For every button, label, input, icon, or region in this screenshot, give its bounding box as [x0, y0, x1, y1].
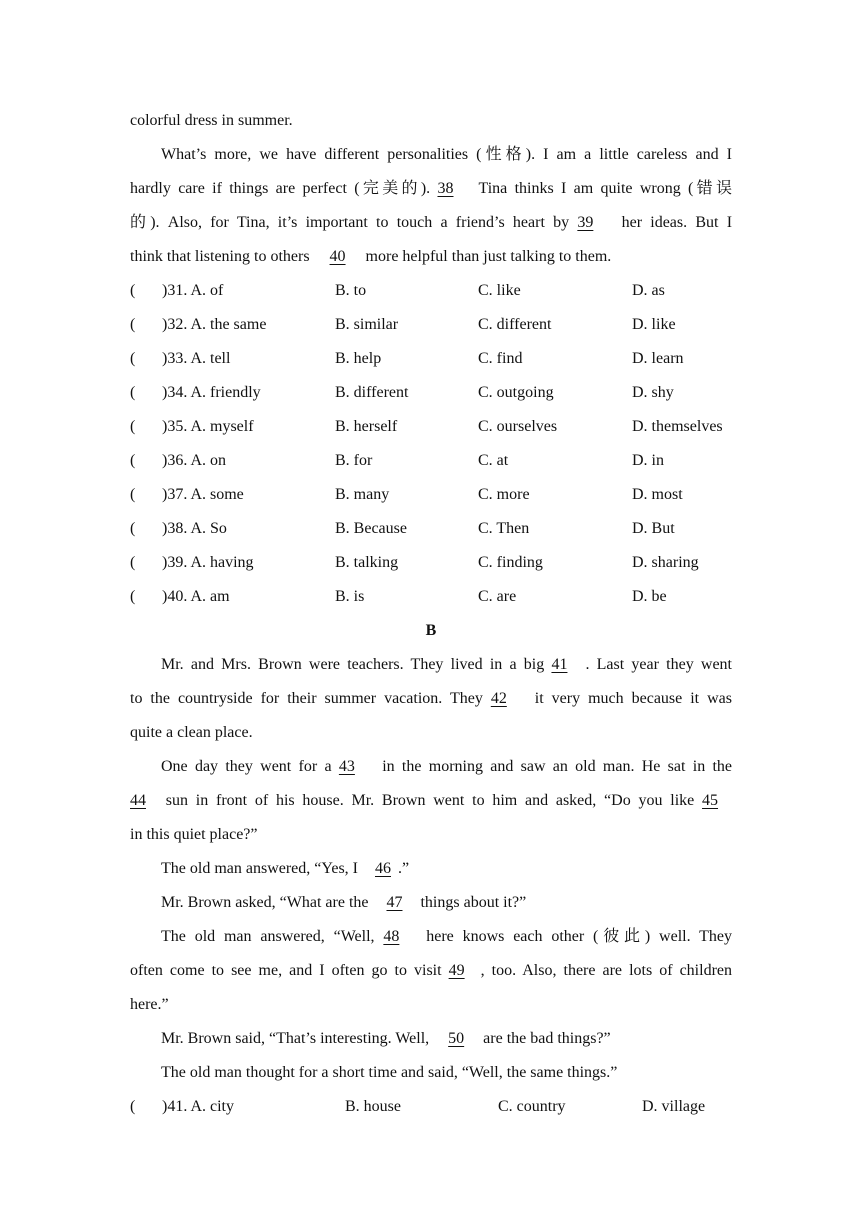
blank-44: 44 [130, 792, 146, 809]
answer-paren: ( [130, 418, 136, 435]
text-segment: 的). Also, for Tina, it’s important to touch a friend’s heart by [130, 214, 570, 231]
text-segment: think that listening to others [130, 248, 310, 265]
passage-line: quite a clean place. [130, 724, 253, 741]
text-segment: hardly care if things are perfect (完美的). [130, 180, 431, 197]
option-d: D. in [632, 452, 664, 469]
option-d: D. like [632, 316, 676, 333]
text-segment: Tina thinks I am quite wrong (错误 [478, 180, 732, 197]
passage-line: colorful dress in summer. [130, 112, 293, 129]
option-c: C. find [478, 350, 523, 367]
text-segment: here knows each other (彼此) well. They [426, 928, 733, 945]
question-row [130, 376, 732, 410]
blank-47: 47 [386, 894, 403, 911]
question-number-option-a: )41. A. city [162, 1098, 234, 1115]
blank-42: 42 [490, 690, 507, 707]
question-row [130, 478, 732, 512]
option-c: C. outgoing [478, 384, 554, 401]
text-segment: often come to see me, and I often go to visit [130, 962, 442, 979]
option-d: D. village [642, 1098, 706, 1115]
question-row [130, 274, 732, 308]
question-row [130, 580, 732, 614]
option-b: B. for [335, 452, 373, 469]
passage-line [130, 920, 732, 954]
section-heading: B [425, 622, 437, 639]
option-b: B. herself [335, 418, 398, 435]
question-row [130, 308, 732, 342]
text-segment: Mr. and Mrs. Brown were teachers. They lived in a big [161, 656, 545, 673]
option-c: C. Then [478, 520, 530, 537]
passage-line [130, 784, 732, 818]
question-list-b [130, 1090, 732, 1124]
blank-40: 40 [329, 248, 346, 265]
blank-45: 45 [702, 792, 719, 809]
passage-line [130, 954, 732, 988]
option-b: B. to [335, 282, 367, 299]
option-d: D. most [632, 486, 683, 503]
option-d: D. as [632, 282, 665, 299]
text-segment: in the morning and saw an old man. He sat in the [382, 758, 733, 775]
option-b: B. Because [335, 520, 407, 537]
passage-line [130, 648, 732, 682]
question-number-option-a: )32. A. the same [162, 316, 267, 333]
question-number-option-a: )39. A. having [162, 554, 254, 571]
answer-paren: ( [130, 384, 136, 401]
answer-paren: ( [130, 554, 136, 571]
passage-line [130, 1022, 732, 1056]
text-segment: sun in front of his house. Mr. Brown went to him and asked, “Do you like [165, 792, 695, 809]
question-number-option-a: )40. A. am [162, 588, 230, 605]
question-row [130, 342, 732, 376]
blank-46: 46 [375, 860, 391, 877]
passage-line [130, 750, 732, 784]
text-segment: to the countryside for their summer vacation. They [130, 690, 483, 707]
blank-49: 49 [448, 962, 465, 979]
option-c: C. country [498, 1098, 566, 1115]
text-segment: things about it?” [420, 894, 527, 911]
text-segment: Mr. Brown said, “That’s interesting. Well, [161, 1030, 430, 1047]
blank-48: 48 [383, 928, 400, 945]
answer-paren: ( [130, 520, 136, 537]
text-segment: . Last year they went [585, 656, 733, 673]
blank-43: 43 [338, 758, 355, 775]
option-d: D. themselves [632, 418, 723, 435]
option-b: B. is [335, 588, 365, 605]
question-number-option-a: )38. A. So [162, 520, 227, 537]
option-c: C. different [478, 316, 552, 333]
passage-line: here.” [130, 996, 169, 1013]
option-d: D. be [632, 588, 667, 605]
passage-line [130, 240, 732, 274]
answer-paren: ( [130, 452, 136, 469]
question-number-option-a: )31. A. of [162, 282, 224, 299]
text-segment: One day they went for a [161, 758, 332, 775]
option-c: C. like [478, 282, 521, 299]
question-list-a [130, 274, 732, 614]
answer-paren: ( [130, 316, 136, 333]
blank-50: 50 [448, 1030, 465, 1047]
option-b: B. different [335, 384, 409, 401]
question-number-option-a: )36. A. on [162, 452, 226, 469]
passage-line [130, 206, 732, 240]
answer-paren: ( [130, 486, 136, 503]
worksheet-page [130, 104, 732, 1124]
question-row [130, 512, 732, 546]
option-c: C. ourselves [478, 418, 558, 435]
option-d: D. But [632, 520, 675, 537]
question-row [130, 410, 732, 444]
option-b: B. similar [335, 316, 399, 333]
text-segment: The old man answered, “Yes, I [161, 860, 358, 877]
text-segment: are the bad things?” [483, 1030, 611, 1047]
question-row [130, 1090, 732, 1124]
text-segment: more helpful than just talking to them. [365, 248, 612, 265]
passage-line [130, 172, 732, 206]
option-b: B. talking [335, 554, 399, 571]
passage-line: in this quiet place?” [130, 826, 258, 843]
passage-line [130, 682, 732, 716]
text-segment: Mr. Brown asked, “What are the [161, 894, 369, 911]
passage-line: What’s more, we have different personalities (性格). I am a little careless and I [161, 146, 732, 163]
question-number-option-a: )33. A. tell [162, 350, 231, 367]
option-b: B. help [335, 350, 382, 367]
option-d: D. sharing [632, 554, 699, 571]
blank-38: 38 [437, 180, 454, 197]
option-c: C. more [478, 486, 530, 503]
answer-paren: ( [130, 588, 136, 605]
question-number-option-a: )35. A. myself [162, 418, 254, 435]
option-c: C. at [478, 452, 509, 469]
passage-line: The old man thought for a short time and said, “Well, the same things.” [161, 1064, 618, 1081]
blank-41: 41 [551, 656, 568, 673]
question-number-option-a: )34. A. friendly [162, 384, 261, 401]
option-b: B. many [335, 486, 390, 503]
answer-paren: ( [130, 350, 136, 367]
answer-paren: ( [130, 282, 136, 299]
question-row [130, 546, 732, 580]
passage-line [130, 886, 732, 920]
answer-paren: ( [130, 1098, 136, 1115]
text-segment: .” [398, 860, 410, 877]
option-d: D. shy [632, 384, 674, 401]
option-c: C. are [478, 588, 517, 605]
text-segment: her ideas. But I [621, 214, 733, 231]
option-b: B. house [345, 1098, 401, 1115]
option-c: C. finding [478, 554, 543, 571]
text-segment: The old man answered, “Well, [161, 928, 375, 945]
question-number-option-a: )37. A. some [162, 486, 244, 503]
text-segment: it very much because it was [534, 690, 732, 707]
passage-line [130, 852, 732, 886]
option-d: D. learn [632, 350, 684, 367]
question-row [130, 444, 732, 478]
blank-39: 39 [577, 214, 594, 231]
text-segment: , too. Also, there are lots of children [480, 962, 732, 979]
